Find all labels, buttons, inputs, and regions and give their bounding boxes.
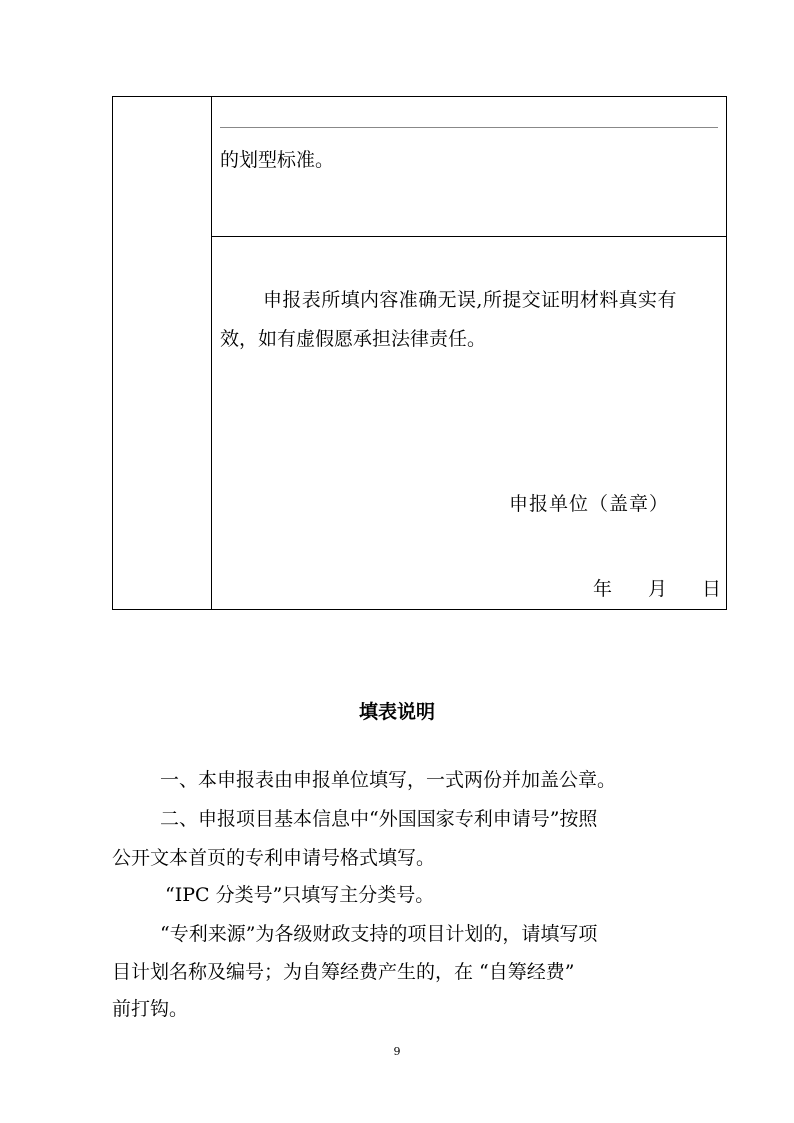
patent-source-note-line-3: 前打钩。 xyxy=(112,998,189,1020)
patent-source-note-line-2: 目计划名称及编号；为自筹经费产生的，在 “自筹经费” xyxy=(112,961,575,983)
table-column-divider xyxy=(211,97,212,609)
applicant-seal-label: 申报单位（盖章） xyxy=(509,493,670,515)
patent-source-note-line-1: “专利来源”为各级财政支持的项目计划的，请填写项 xyxy=(160,923,598,945)
date-year-label: 年 xyxy=(593,578,613,600)
instruction-item-2-line-1: 二、申报项目基本信息中“外国国家专利申请号”按照 xyxy=(160,808,598,830)
ipc-note: “IPC 分类号”只填写主分类号。 xyxy=(165,884,435,906)
table-row-divider xyxy=(211,236,726,237)
page-number: 9 xyxy=(393,1045,401,1058)
declaration-line-2: 效，如有虚假愿承担法律责任。 xyxy=(220,328,487,350)
date-day-label: 日 xyxy=(702,578,722,600)
date-month-label: 月 xyxy=(648,578,668,600)
fill-in-underline xyxy=(220,127,718,128)
instruction-item-1: 一、本申报表由申报单位填写，一式两份并加盖公章。 xyxy=(160,769,617,791)
declaration-line-1: 申报表所填内容准确无误,所提交证明材料真实有 xyxy=(263,289,677,311)
application-form-table xyxy=(112,96,727,610)
instructions-title: 填表说明 xyxy=(358,701,435,723)
instruction-item-2-line-2: 公开文本首页的专利申请号格式填写。 xyxy=(112,847,436,869)
classification-standard-text: 的划型标准。 xyxy=(220,149,335,171)
